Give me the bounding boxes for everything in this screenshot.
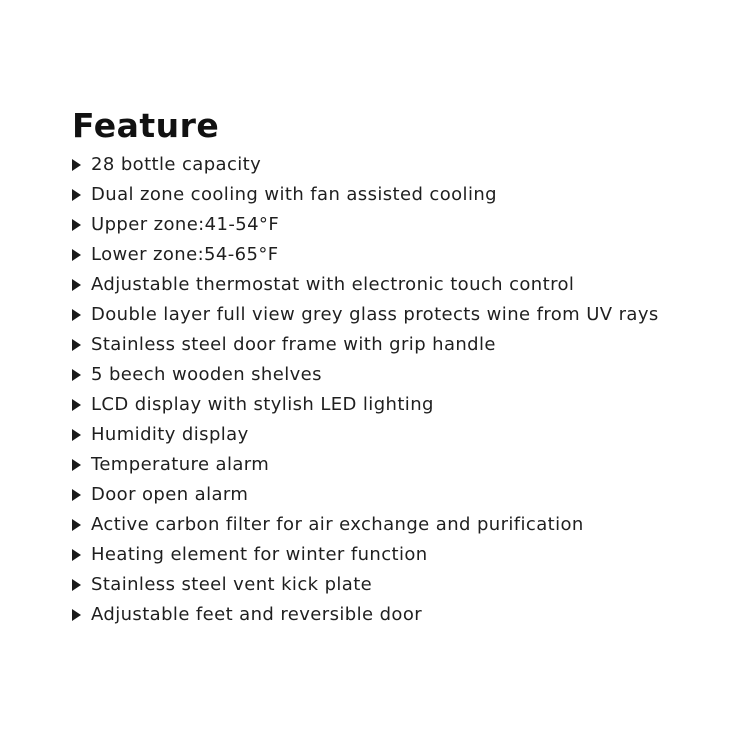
list-item (72, 510, 742, 540)
list-item (72, 390, 742, 420)
list-item (72, 210, 742, 240)
list-item (72, 150, 742, 180)
feature-text: Adjustable thermostat with electronic touch control (91, 274, 575, 295)
feature-text: 28 bottle capacity (91, 154, 262, 175)
triangle-right-icon (72, 159, 81, 171)
list-item (72, 360, 742, 390)
feature-text: Stainless steel door frame with grip handle (91, 334, 496, 355)
triangle-right-icon (72, 219, 81, 231)
list-item (72, 180, 742, 210)
triangle-right-icon (72, 339, 81, 351)
feature-text: Lower zone:54-65°F (91, 244, 279, 265)
feature-list (72, 150, 742, 630)
triangle-right-icon (72, 279, 81, 291)
list-item (72, 540, 742, 570)
feature-text: Double layer full view grey glass protects wine from UV rays (91, 304, 659, 325)
triangle-right-icon (72, 549, 81, 561)
list-item (72, 570, 742, 600)
triangle-right-icon (72, 189, 81, 201)
triangle-right-icon (72, 459, 81, 471)
list-item (72, 240, 742, 270)
feature-text: Dual zone cooling with fan assisted cooling (91, 184, 497, 205)
list-item (72, 300, 742, 330)
list-item (72, 270, 742, 300)
triangle-right-icon (72, 579, 81, 591)
triangle-right-icon (72, 249, 81, 261)
feature-text: 5 beech wooden shelves (91, 364, 322, 385)
feature-text: Humidity display (91, 424, 249, 445)
feature-text: Adjustable feet and reversible door (91, 604, 423, 625)
feature-text: Stainless steel vent kick plate (91, 574, 373, 595)
list-item (72, 480, 742, 510)
triangle-right-icon (72, 429, 81, 441)
triangle-right-icon (72, 369, 81, 381)
feature-text: Heating element for winter function (91, 544, 428, 565)
feature-heading: Feature (72, 106, 220, 145)
list-item (72, 420, 742, 450)
feature-text: Upper zone:41-54°F (91, 214, 280, 235)
feature-text: Door open alarm (91, 484, 249, 505)
list-item (72, 600, 742, 630)
feature-text: Active carbon filter for air exchange and purification (91, 514, 584, 535)
feature-text: Temperature alarm (91, 454, 270, 475)
triangle-right-icon (72, 609, 81, 621)
triangle-right-icon (72, 519, 81, 531)
triangle-right-icon (72, 309, 81, 321)
feature-text: LCD display with stylish LED lighting (91, 394, 434, 415)
list-item (72, 330, 742, 360)
list-item (72, 450, 742, 480)
triangle-right-icon (72, 399, 81, 411)
triangle-right-icon (72, 489, 81, 501)
